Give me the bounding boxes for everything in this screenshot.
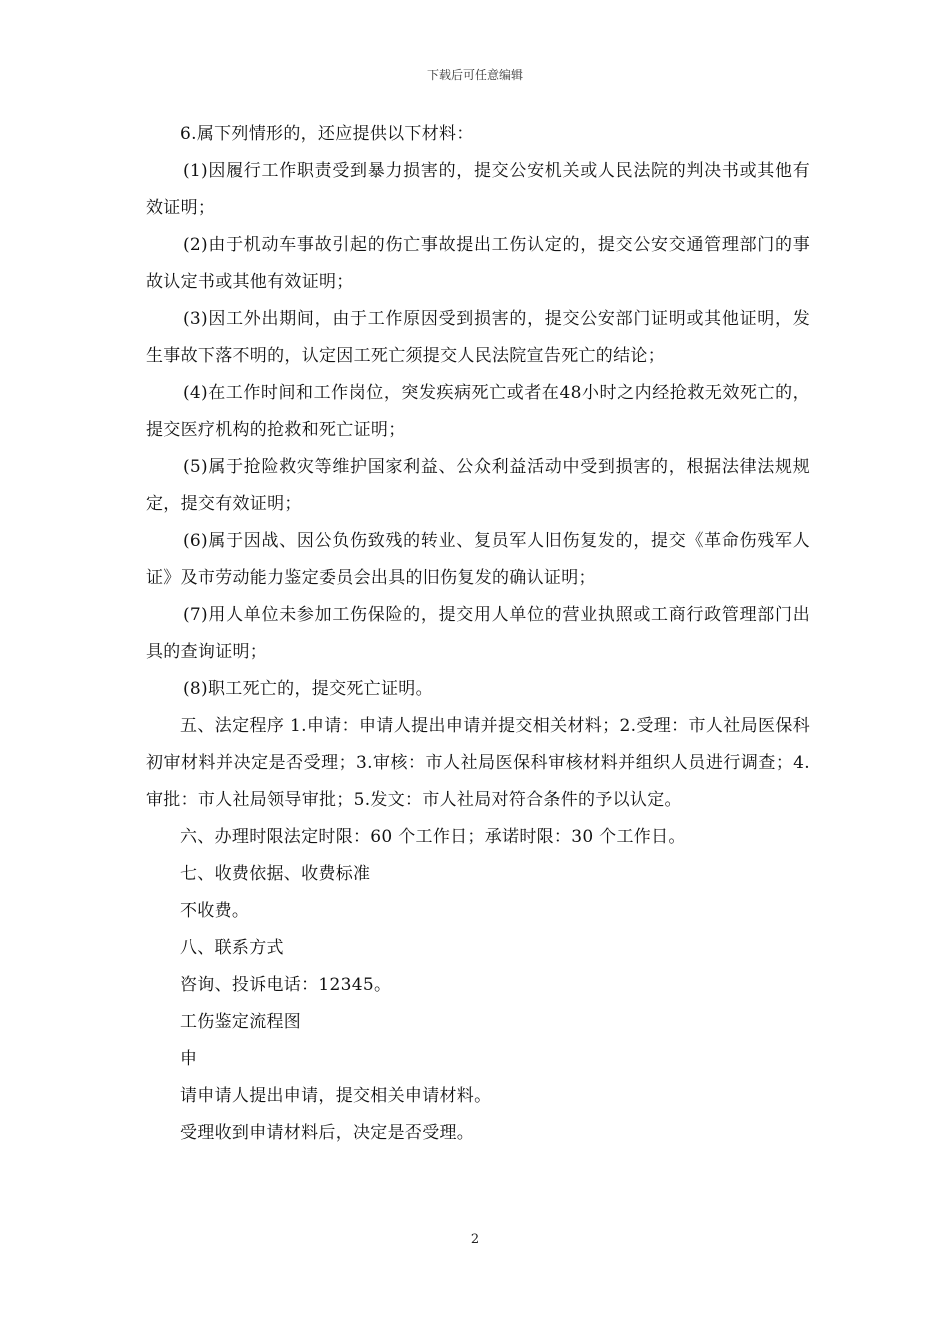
paragraph-sub-4: (4)在工作时间和工作岗位，突发疾病死亡或者在48小时之内经抢救无效死亡的，提交医疗机构的抢救和死亡证明； [146, 383, 810, 440]
document-body [146, 116, 810, 1152]
section-seven-heading: 七、收费依据、收费标准 [180, 864, 371, 884]
page-header: 下载后可任意编辑 [426, 68, 523, 82]
section-seven-body: 不收费。 [180, 901, 250, 921]
section-six-time-limit: 六、办理时限法定时限：60 个工作日；承诺时限：30 个工作日。 [180, 827, 686, 847]
section-eight-heading: 八、联系方式 [180, 938, 284, 958]
flowchart-step-label: 申 [180, 1049, 198, 1069]
paragraph-sub-8: (8)职工死亡的，提交死亡证明。 [183, 679, 433, 699]
paragraph-sub-6: (6)属于因战、因公负伤致残的转业、复员军人旧伤复发的，提交《革命伤残军人证》及市劳动能力鉴定委员会出具的旧伤复发的确认证明； [146, 531, 810, 588]
section-eight-body: 咨询、投诉电话：12345。 [180, 975, 392, 995]
section-five-procedure: 五、法定程序 1.申请：申请人提出申请并提交相关材料；2.受理：市人社局医保科初审材料并决定是否受理；3.审核：市人社局医保科审核材料并组织人员进行调查；4.审批：市人社局领导审批；5.发文：市人社局对符合条件的予以认定。 [146, 716, 810, 810]
paragraph-sub-1: (1)因履行工作职责受到暴力损害的，提交公安机关或人民法院的判决书或其他有效证明； [146, 161, 810, 218]
flowchart-step-accept: 受理收到申请材料后，决定是否受理。 [180, 1123, 475, 1143]
flowchart-step-apply: 请申请人提出申请，提交相关申请材料。 [180, 1086, 492, 1106]
page-number: 2 [470, 1232, 480, 1247]
paragraph-item-6: 6.属下列情形的，还应提供以下材料： [180, 124, 474, 144]
paragraph-sub-7: (7)用人单位未参加工伤保险的，提交用人单位的营业执照或工商行政管理部门出具的查询证明； [146, 605, 810, 662]
flowchart-title: 工伤鉴定流程图 [180, 1012, 302, 1032]
paragraph-sub-5: (5)属于抢险救灾等维护国家利益、公众利益活动中受到损害的，根据法律法规规定，提交有效证明； [146, 457, 810, 514]
paragraph-sub-2: (2)由于机动车事故引起的伤亡事故提出工伤认定的，提交公安交通管理部门的事故认定书或其他有效证明； [146, 235, 810, 292]
paragraph-sub-3: (3)因工外出期间，由于工作原因受到损害的，提交公安部门证明或其他证明，发生事故下落不明的，认定因工死亡须提交人民法院宣告死亡的结论； [146, 309, 810, 366]
